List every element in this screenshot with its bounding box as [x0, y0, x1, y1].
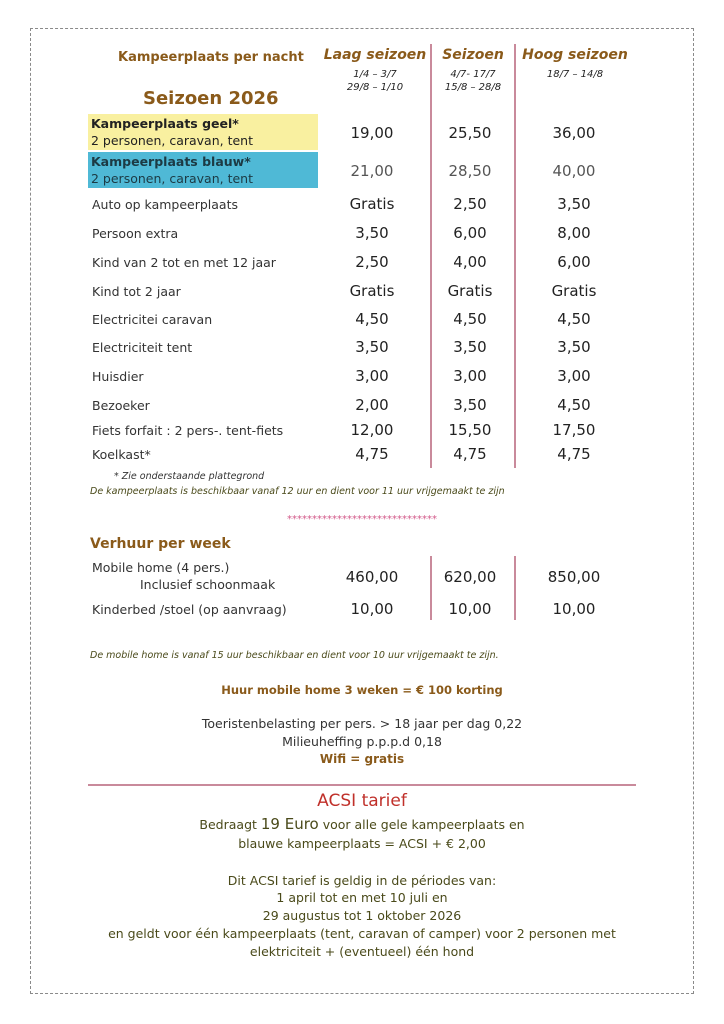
mobile-home-sub: Inclusief schoonmaak — [140, 577, 276, 592]
row-label-fridge: Koelkast* — [92, 447, 151, 462]
child-bed-low: 10,00 — [350, 600, 394, 618]
col-dates-mid-1: 4/7- 17/7 — [450, 69, 496, 80]
row-electricity-caravan-high: 4,50 — [557, 310, 591, 328]
row-label-car: Auto op kampeerplaats — [92, 197, 239, 212]
yellow-mid-value: 25,50 — [448, 124, 492, 142]
row-electricity-caravan-low: 4,50 — [355, 310, 389, 328]
row-electricity-tent-low: 3,50 — [355, 338, 389, 356]
col-dates-high-1: 18/7 – 14/8 — [546, 69, 604, 80]
mobile-home-high: 850,00 — [547, 568, 601, 586]
acsi-line-5: 29 augustus tot 1 oktober 2026 — [262, 908, 462, 923]
row-label-visitor: Bezoeker — [92, 398, 150, 413]
acsi-line-6: en geldt voor één kampeerplaats (tent, caravan of camper) voor 2 personen met — [108, 926, 616, 941]
row-bike-high: 17,50 — [552, 421, 596, 439]
row-child-under-2-mid: Gratis — [447, 282, 493, 300]
mobile-home-note: De mobile home is vanaf 15 uur beschikbaar en dient voor 10 uur vrijgemaakt te zijn. — [90, 650, 499, 661]
note-availability: De kampeerplaats is beschikbaar vanaf 12 uur en dient voor 11 uur vrijgemaakt te zijn — [90, 486, 505, 497]
row-label-electricity-caravan: Electricitei caravan — [92, 312, 213, 327]
acsi-line-2: blauwe kampeerplaats = ACSI + € 2,00 — [238, 836, 486, 851]
col-dates-low-2: 29/8 – 1/10 — [346, 82, 404, 93]
row-extra-person-low: 3,50 — [355, 224, 389, 242]
row-label-bike: Fiets forfait : 2 pers-. tent-fiets — [92, 423, 284, 438]
row-child-2-12-high: 6,00 — [557, 253, 591, 271]
row-bike-low: 12,00 — [350, 421, 394, 439]
col-head-high: Hoog seizoen — [522, 47, 628, 63]
weekly-title: Verhuur per week — [90, 536, 231, 552]
row-label-extra-person: Persoon extra — [92, 226, 179, 241]
row-fridge-low: 4,75 — [355, 445, 389, 463]
acsi-line-7: elektriciteit + (eventueel) één hond — [249, 944, 475, 959]
row-car-high: 3,50 — [557, 195, 591, 213]
yellow-high-value: 36,00 — [552, 124, 596, 142]
mobile-home-label: Mobile home (4 pers.) — [92, 560, 230, 575]
yellow-pitch-title: Kampeerplaats geel* — [91, 116, 239, 131]
col-dates-low-1: 1/4 – 3/7 — [353, 69, 397, 80]
blue-pitch-sub: 2 personen, caravan, tent — [91, 171, 254, 186]
blue-mid-value: 28,50 — [448, 162, 492, 180]
mobile-home-low: 460,00 — [345, 568, 399, 586]
row-visitor-mid: 3,50 — [453, 396, 487, 414]
section-divider — [88, 784, 636, 786]
row-pet-mid: 3,00 — [453, 367, 487, 385]
col-head-mid: Seizoen — [442, 47, 504, 63]
tourist-tax: Toeristenbelasting per pers. > 18 jaar per dag 0,22 — [201, 716, 523, 731]
row-fridge-mid: 4,75 — [453, 445, 487, 463]
child-bed-mid: 10,00 — [448, 600, 492, 618]
wifi-text: Wifi = gratis — [319, 752, 405, 766]
acsi-line-1-post: voor alle gele kampeerplaats en — [318, 817, 525, 832]
row-pet-low: 3,00 — [355, 367, 389, 385]
row-car-mid: 2,50 — [453, 195, 487, 213]
note-plattegrond: * Zie onderstaande plattegrond — [114, 471, 265, 482]
blue-pitch-title: Kampeerplaats blauw* — [91, 154, 251, 169]
stars-divider: ****************************** — [287, 514, 437, 525]
row-bike-mid: 15,50 — [448, 421, 492, 439]
child-bed-high: 10,00 — [552, 600, 596, 618]
row-extra-person-high: 8,00 — [557, 224, 591, 242]
per-night-title: Kampeerplaats per nacht — [118, 50, 304, 65]
row-extra-person-mid: 6,00 — [453, 224, 487, 242]
acsi-line-1-pre: Bedraagt — [199, 817, 261, 832]
yellow-low-value: 19,00 — [350, 124, 394, 142]
row-electricity-tent-high: 3,50 — [557, 338, 591, 356]
acsi-title: ACSI tarief — [317, 791, 407, 811]
acsi-line-3: Dit ACSI tarief is geldig in de périodes van: — [227, 873, 497, 888]
row-car-low: Gratis — [349, 195, 395, 213]
row-electricity-caravan-mid: 4,50 — [453, 310, 487, 328]
row-pet-high: 3,00 — [557, 367, 591, 385]
season-title: Seizoen 2026 — [143, 88, 279, 109]
row-label-child-under-2: Kind tot 2 jaar — [92, 284, 181, 299]
yellow-pitch-sub: 2 personen, caravan, tent — [91, 133, 254, 148]
row-child-2-12-low: 2,50 — [355, 253, 389, 271]
row-label-child-2-12: Kind van 2 tot en met 12 jaar — [92, 255, 276, 270]
col-head-low: Laag seizoen — [323, 47, 427, 63]
child-bed-label: Kinderbed /stoel (op aanvraag) — [92, 602, 287, 617]
row-visitor-low: 2,00 — [355, 396, 389, 414]
acsi-price: 19 Euro — [260, 815, 319, 833]
blue-high-value: 40,00 — [552, 162, 596, 180]
blue-low-value: 21,00 — [350, 162, 394, 180]
row-child-under-2-low: Gratis — [349, 282, 395, 300]
environment-tax: Milieuheffing p.p.p.d 0,18 — [282, 734, 442, 749]
row-visitor-high: 4,50 — [557, 396, 591, 414]
mobile-home-mid: 620,00 — [443, 568, 497, 586]
row-electricity-tent-mid: 3,50 — [453, 338, 487, 356]
row-label-pet: Huisdier — [92, 369, 144, 384]
row-child-2-12-mid: 4,00 — [453, 253, 487, 271]
row-child-under-2-high: Gratis — [551, 282, 597, 300]
discount-text: Huur mobile home 3 weken = € 100 korting — [221, 683, 503, 697]
col-dates-mid-2: 15/8 – 28/8 — [444, 82, 502, 93]
acsi-line-4: 1 april tot en met 10 juli en — [276, 890, 448, 905]
row-label-electricity-tent: Electriciteit tent — [92, 340, 193, 355]
row-fridge-high: 4,75 — [557, 445, 591, 463]
acsi-line-1 — [100, 815, 624, 833]
